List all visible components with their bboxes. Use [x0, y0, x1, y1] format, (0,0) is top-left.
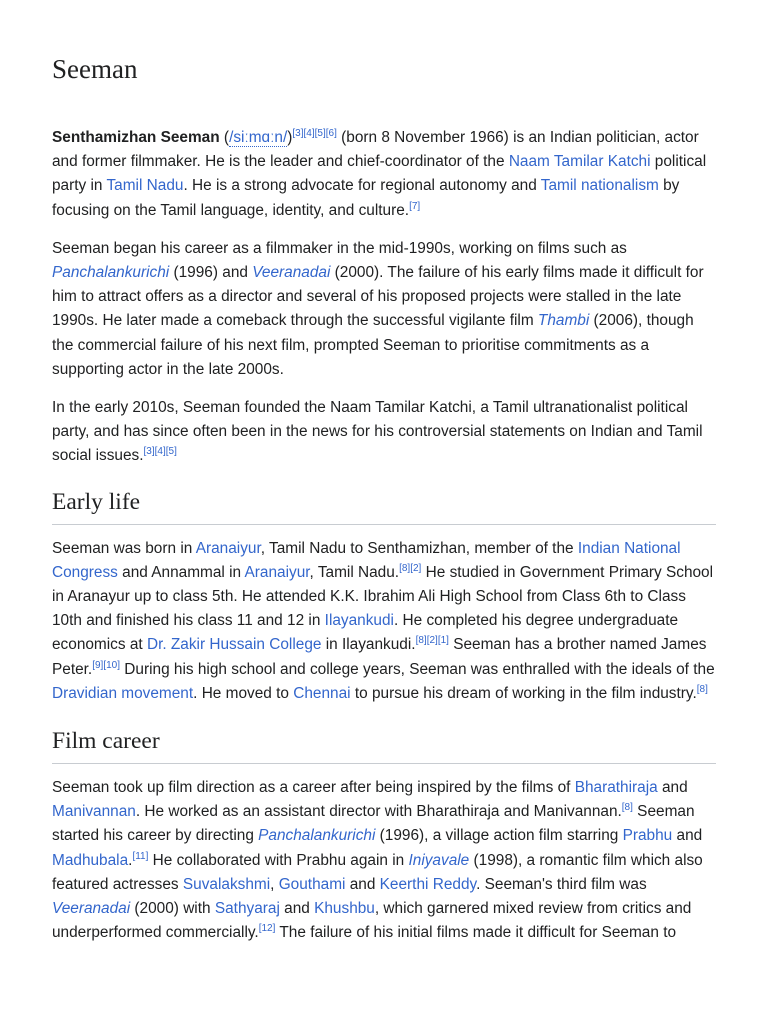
citation-link[interactable]: [8]: [696, 683, 708, 695]
paragraph-text: He collaborated with Prabhu again in: [148, 851, 409, 869]
paragraph-text: Seeman started his career by directing: [52, 803, 695, 845]
citation-link[interactable]: [8][2]: [399, 562, 422, 574]
early-life-paragraph: [52, 537, 716, 706]
film-career-paragraph: [52, 776, 716, 945]
paragraph-text: ,: [270, 875, 279, 893]
paragraph-text: (1998), a romantic film which also featured actresses: [52, 851, 703, 893]
paragraph-text: , Tamil Nadu.: [309, 563, 400, 581]
citation-link[interactable]: [7]: [409, 200, 421, 212]
citation-refs: [409, 200, 420, 211]
citation-refs: [292, 128, 336, 139]
paragraph-text: Seeman took up film direction as a career after being inspired by the films of: [52, 779, 575, 797]
paragraph-text: and: [279, 900, 315, 918]
link-film-veeranadai[interactable]: Veeranadai: [52, 900, 131, 918]
link-naam-tamilar-katchi[interactable]: Naam Tamilar Katchi: [508, 153, 651, 171]
link-suvalakshmi[interactable]: Suvalakshmi: [182, 875, 271, 893]
citation-refs: [144, 446, 177, 457]
paragraph-text: , which garnered mixed review from critics and underperformed commercially.: [52, 900, 692, 942]
intro-text: political party in: [52, 153, 707, 195]
link-film-panchalankurichi[interactable]: Panchalankurichi: [258, 827, 376, 845]
link-indian-national-congress[interactable]: Indian National Congress: [52, 539, 681, 581]
link-zakir-hussain-college[interactable]: Dr. Zakir Hussain College: [146, 636, 322, 654]
paragraph-text: and: [657, 779, 688, 797]
paragraph-text: (1996) and: [169, 264, 253, 282]
paragraph-text: (2000) with: [130, 900, 215, 918]
link-manivannan[interactable]: Manivannan: [52, 803, 136, 821]
link-madhubala[interactable]: Madhubala: [52, 851, 129, 869]
paragraph-text: and: [345, 875, 380, 893]
citation-refs: [416, 635, 449, 646]
paragraph-text: (2006), though the commercial failure of his next film, prompted Seeman to prioritise commitments as a supporting actor in the late 2000s.: [52, 312, 694, 378]
link-keerthi-reddy[interactable]: Keerthi Reddy: [379, 875, 477, 893]
paragraph-text: The failure of his initial films made it difficult for Seeman to: [275, 924, 677, 942]
intro-paragraph: [52, 126, 716, 223]
paragraph-text: Seeman began his career as a filmmaker in the mid-1990s, working on films such as: [52, 239, 627, 257]
paragraph-text: to pursue his dream of working in the film industry.: [350, 684, 697, 702]
ipa-paren-close: ): [287, 129, 293, 146]
link-tamil-nadu[interactable]: Tamil Nadu: [106, 177, 184, 195]
link-film-panchalankurichi[interactable]: Panchalankurichi: [52, 264, 170, 282]
ipa-pronunciation-link[interactable]: /siːmɑːn/: [229, 129, 288, 146]
link-ilayankudi[interactable]: Ilayankudi: [324, 612, 394, 630]
paragraph-text: .: [128, 851, 133, 869]
section-heading-early-life: Early life: [52, 487, 716, 525]
paragraph-text: in Ilayankudi.: [321, 636, 416, 654]
paragraph-text: In the early 2010s, Seeman founded the Naam Tamilar Katchi, a Tamil ultranationalist political party, and has since often been in the news for his controversial statements on Indian and Tamil social issues.: [52, 399, 703, 465]
citation-link[interactable]: [8][2][1]: [415, 635, 449, 647]
link-bharathiraja[interactable]: Bharathiraja: [574, 779, 658, 797]
link-film-veeranadai[interactable]: Veeranadai: [252, 264, 331, 282]
link-dravidian-movement[interactable]: Dravidian movement: [52, 684, 194, 702]
citation-link[interactable]: [3][4][5][6]: [292, 127, 337, 139]
citation-link[interactable]: [12]: [258, 923, 276, 935]
ipa-paren-open: (: [223, 129, 230, 146]
paragraph-text: (2000). The failure of his early films made it difficult for him to attract offers as a director and several of his proposed projects were stalled in the late 1990s. He later made a comeback through the successful vigilante film: [52, 264, 704, 330]
section-heading-film-career: Film career: [52, 726, 716, 764]
link-tamil-nationalism[interactable]: Tamil nationalism: [540, 177, 659, 195]
paragraph-text: . He worked as an assistant director with Bharathiraja and Manivannan.: [135, 803, 622, 821]
link-chennai[interactable]: Chennai: [293, 684, 351, 702]
citation-refs: [399, 563, 421, 574]
subject-name: Senthamizhan Seeman: [52, 129, 220, 146]
paragraph-text: , Tamil Nadu to Senthamizhan, member of the: [260, 539, 578, 557]
citation-link[interactable]: [9][10]: [92, 659, 121, 671]
intro-text: by focusing on the Tamil language, identity, and culture.: [52, 177, 680, 219]
link-aranaiyur[interactable]: Aranaiyur: [244, 563, 310, 581]
citation-link[interactable]: [3][4][5]: [143, 446, 177, 458]
paragraph-text: and: [672, 827, 703, 845]
paragraph-text: . He completed his degree undergraduate economics at: [52, 612, 679, 654]
citation-link[interactable]: [8]: [621, 802, 633, 814]
citation-refs: [697, 684, 708, 695]
citation-link[interactable]: [11]: [132, 850, 149, 862]
career-intro-paragraph: [52, 237, 716, 382]
paragraph-text: (1996), a village action film starring: [375, 827, 623, 845]
paragraph-text: Seeman has a brother named James Peter.: [52, 636, 707, 678]
page-title: Seeman: [52, 54, 138, 84]
paragraph-text: Seeman was born in: [52, 539, 196, 557]
link-gouthami[interactable]: Gouthami: [278, 875, 346, 893]
paragraph-text: . Seeman's third film was: [476, 875, 647, 893]
link-film-iniyavale[interactable]: Iniyavale: [408, 851, 470, 869]
paragraph-text: During his high school and college years, Seeman was enthralled with the ideals of the: [120, 660, 715, 678]
link-khushbu[interactable]: Khushbu: [314, 900, 375, 918]
citation-refs: [132, 851, 148, 862]
citation-refs: [92, 660, 120, 671]
citation-refs: [259, 923, 276, 934]
link-sathyaraj[interactable]: Sathyaraj: [214, 900, 280, 918]
intro-text: . He is a strong advocate for regional autonomy and: [183, 177, 541, 195]
intro-text: (born 8 November 1966) is an Indian politician, actor and former filmmaker. He is the leader and chief-coordinator of the: [52, 129, 699, 171]
paragraph-text: He studied in Government Primary School in Aranayur up to class 5th. He attended K.K. Ibrahim Ali High School from Class 6th to Class 10th and finished his class 11 and 12 in: [52, 563, 714, 630]
citation-refs: [622, 802, 633, 813]
link-aranaiyur[interactable]: Aranaiyur: [195, 539, 261, 557]
paragraph-text: . He moved to: [193, 684, 294, 702]
politics-intro-paragraph: [52, 396, 716, 469]
paragraph-text: and Annammal in: [117, 563, 245, 581]
link-prabhu[interactable]: Prabhu: [622, 827, 673, 845]
link-film-thambi[interactable]: Thambi: [537, 312, 590, 330]
